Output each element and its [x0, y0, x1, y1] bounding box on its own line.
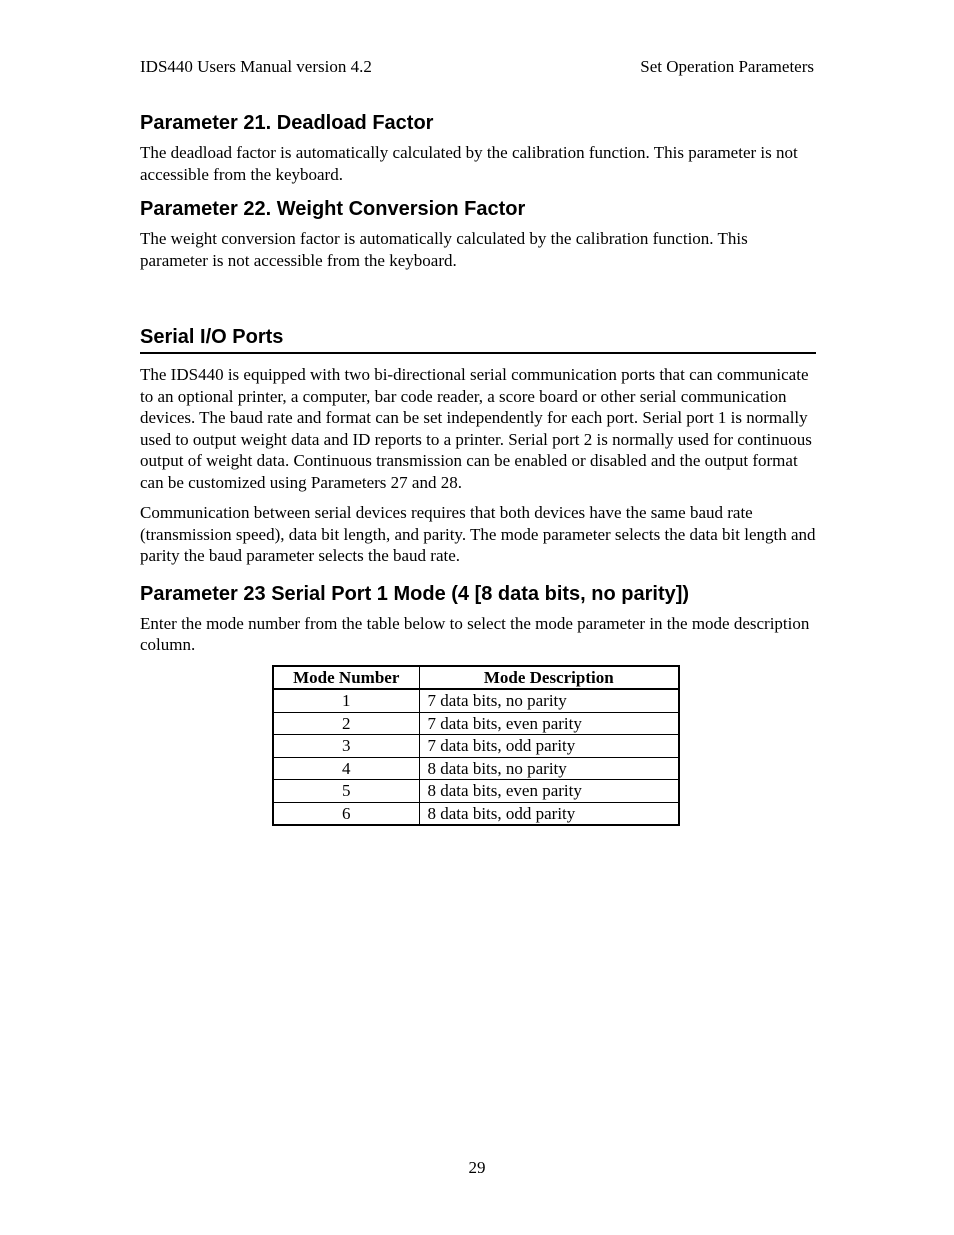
table-row [273, 712, 679, 735]
mode-number-cell: 4 [273, 757, 419, 780]
header-manual-title: IDS440 Users Manual version 4.2 [140, 57, 372, 76]
table-header-row [273, 666, 679, 690]
table-row [273, 780, 679, 803]
running-header [140, 56, 814, 78]
column-header-mode-number: Mode Number [273, 666, 419, 690]
page-number: 29 [468, 1158, 486, 1177]
mode-number-cell: 2 [273, 712, 419, 735]
mode-description-cell: 8 data bits, even parity [419, 780, 679, 803]
table-row [273, 735, 679, 758]
page-content [140, 110, 816, 826]
mode-number-cell: 5 [273, 780, 419, 803]
mode-description-cell: 7 data bits, no parity [419, 689, 679, 712]
table-row [273, 802, 679, 825]
param23-body: Enter the mode number from the table below to select the mode parameter in the mode description column. [140, 613, 810, 654]
mode-table [272, 665, 680, 827]
param21-body: The deadload factor is automatically calculated by the calibration function. This parameter is not accessible from the keyboard. [140, 143, 798, 184]
param21-heading: Parameter 21. Deadload Factor [140, 112, 434, 134]
serial-paragraph-2: Communication between serial devices requires that both devices have the same baud rate (transmission speed), data bit length, and parity. The mode parameter selects the data bit length and parity the baud parameter selects the baud rate. [140, 503, 816, 565]
mode-number-cell: 3 [273, 735, 419, 758]
param22-heading: Parameter 22. Weight Conversion Factor [140, 198, 526, 220]
header-section-title: Set Operation Parameters [640, 57, 814, 76]
mode-description-cell: 8 data bits, odd parity [419, 802, 679, 825]
serial-paragraph-1: The IDS440 is equipped with two bi-directional serial communication ports that can communicate to an optional printer, a computer, bar code reader, a score board or other serial communication devices. The baud rate and format can be set independently for each port. Serial port 1 is normally used to output weight data and ID reports to a printer. Serial port 2 is normally used for continuous output of weight data. Continuous transmission can be enabled or disabled and the output format can be customized using Parameters 27 and 28. [140, 365, 812, 492]
column-header-mode-description: Mode Description [419, 666, 679, 690]
table-row [273, 689, 679, 712]
serial-section-heading: Serial I/O Ports [140, 324, 816, 354]
param23-heading: Parameter 23 Serial Port 1 Mode (4 [8 data bits, no parity]) [140, 582, 690, 605]
mode-description-cell: 7 data bits, odd parity [419, 735, 679, 758]
mode-number-cell: 6 [273, 802, 419, 825]
mode-description-cell: 8 data bits, no parity [419, 757, 679, 780]
mode-number-cell: 1 [273, 689, 419, 712]
param22-body: The weight conversion factor is automatically calculated by the calibration function. This parameter is not accessible from the keyboard. [140, 229, 748, 270]
mode-description-cell: 7 data bits, even parity [419, 712, 679, 735]
table-row [273, 757, 679, 780]
